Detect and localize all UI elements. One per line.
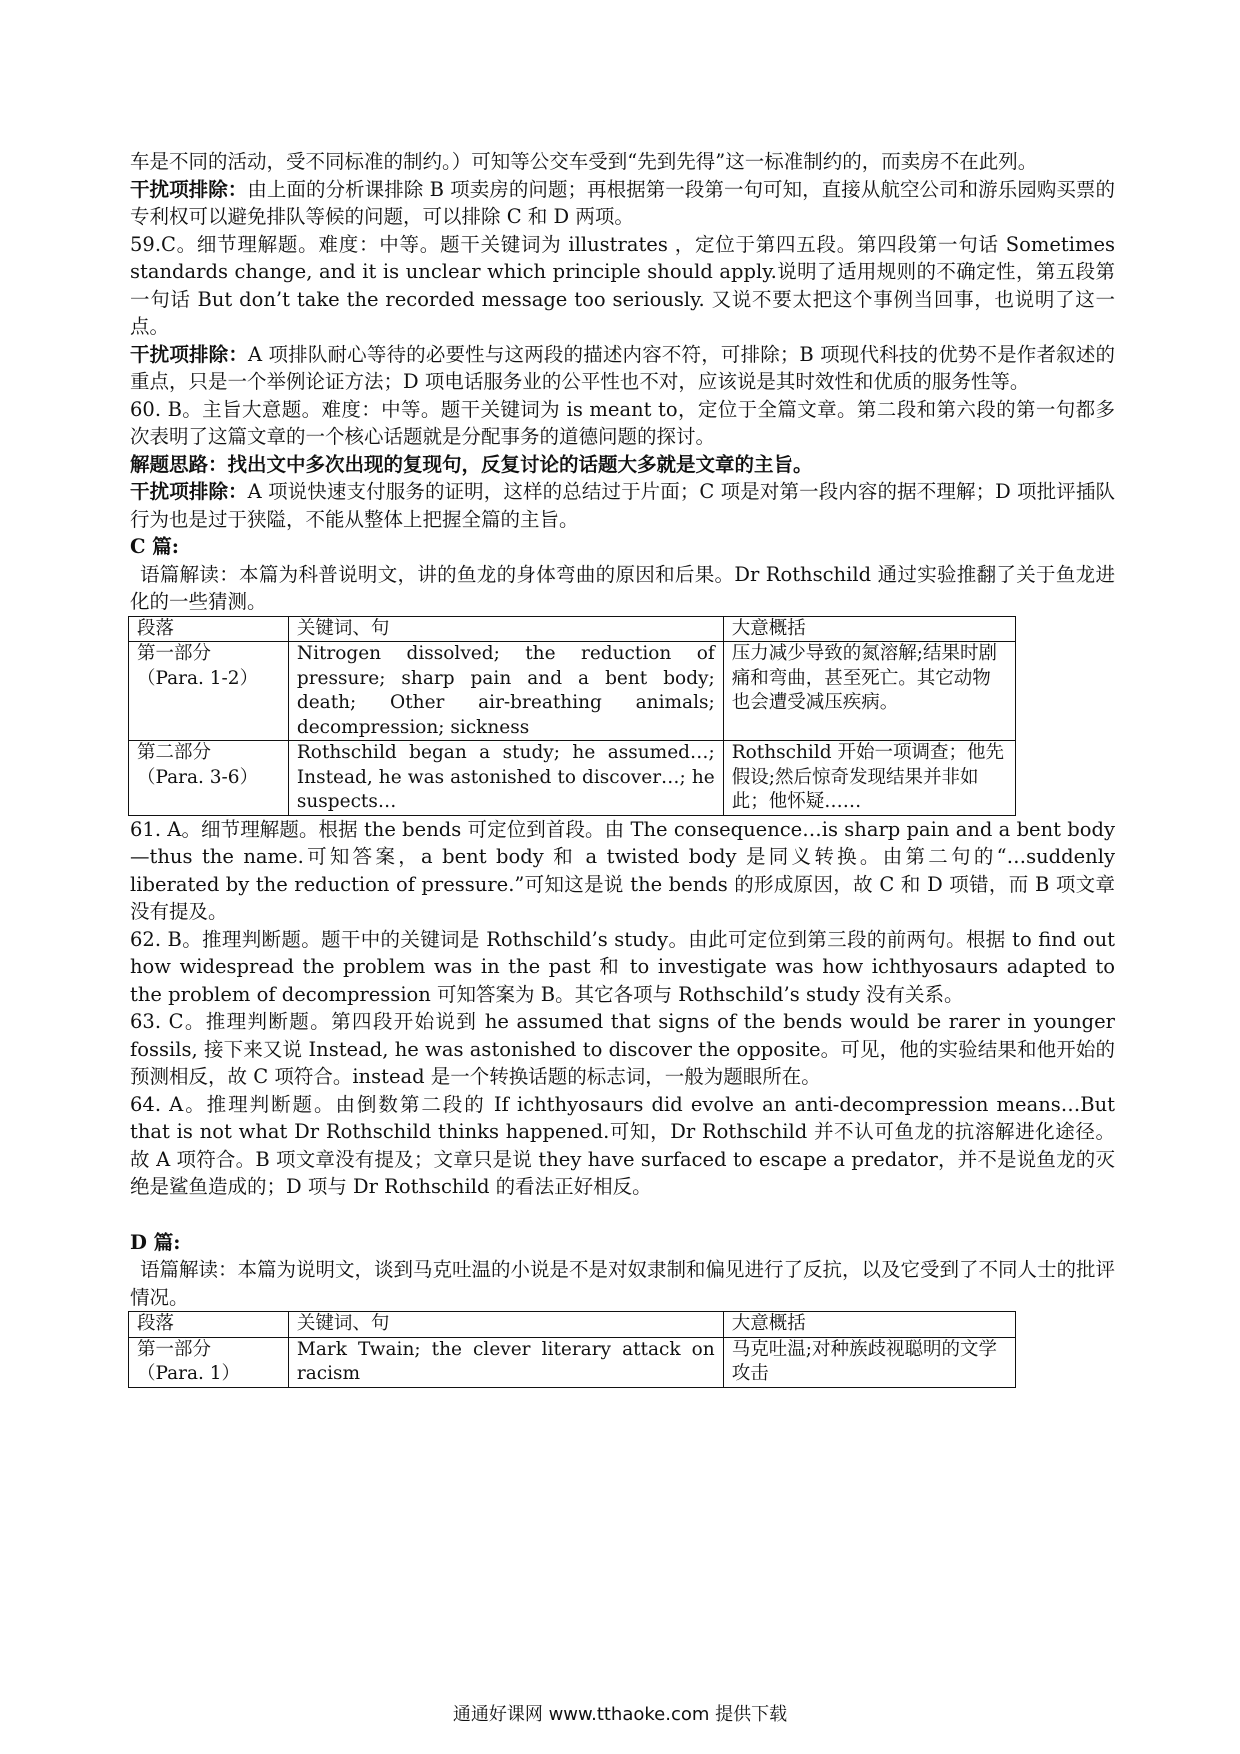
table-header-cell: 大意概括: [723, 616, 1015, 642]
section-d-title: D 篇:: [130, 1230, 181, 1254]
table-header-row: [129, 616, 1016, 642]
part-paragraphs: （Para. 1-2）: [137, 667, 259, 689]
table-cell-summary: 压力减少导致的氮溶解;结果时剧痛和弯曲，甚至死亡。其它动物也会遭受减压疾病。: [723, 642, 1015, 741]
document-page: [130, 148, 1115, 1388]
spacer: [130, 1201, 1115, 1229]
answer-59-distractor: [130, 341, 1115, 396]
answer-62: 62. B。推理判断题。题干中的关键词是 Rothschild’s study。由此可定位到第三段的前两句。根据 to find out how widespread the problem was in the past 和 to investigate was how ichthyosaurs adapted to the problem of decompression 可知答案为 B。其它各项与 Rothschild’s study 没有关系。: [130, 927, 1115, 1006]
distractor-paragraph: [130, 176, 1115, 231]
table-header-cell: 段落: [129, 616, 289, 642]
table-cell-summary: Rothschild 开始一项调查；他先假设;然后惊奇发现结果并非如此；他怀疑……: [723, 741, 1015, 816]
table-cell-keywords: Nitrogen dissolved; the reduction of pressure; sharp pain and a bent body; death; Other air-breathing animals; decompression; sickness: [288, 642, 723, 741]
table-header-cell: 关键词、句: [288, 616, 723, 642]
table-cell-part: [129, 741, 289, 816]
section-c-title: C 篇:: [130, 535, 180, 558]
table-cell-part: [129, 642, 289, 741]
paragraph-b-tail: 车是不同的活动，受不同标准的制约。）可知等公交车受到“先到先得”这一标准制约的，而卖房不在此列。: [130, 150, 1038, 173]
answer-64: 64. A。推理判断题。由倒数第二段的 If ichthyosaurs did evolve an anti-decompression means…But that is not what Dr Rothschild thinks happened.可知，Dr Rothschild 并不认可鱼龙的抗溶解进化途径。故 A 项符合。B 项文章没有提及；文章只是说 they have surfaced to escape a predator，并不是说鱼龙的灭绝是鲨鱼造成的；D 项与 Dr Rothschild 的看法正好相反。: [130, 1092, 1115, 1198]
part-name: 第一部分: [137, 643, 212, 664]
distractor-text: A 项说快速支付服务的证明，这样的总结过于片面；C 项是对第一段内容的据不理解；D 项批评插队行为也是过于狭隘，不能从整体上把握全篇的主旨。: [130, 480, 1115, 531]
part-name: 第一部分: [137, 1338, 212, 1360]
part-name: 第二部分: [137, 742, 212, 763]
answer-60: 60. B。主旨大意题。难度：中等。题干关键词为 is meant to，定位于全篇文章。第二段和第六段的第一句都多次表明了这篇文章的一个核心话题就是分配事务的道德问题的探讨。: [130, 397, 1115, 448]
table-row: [129, 741, 1016, 816]
table-cell-summary: 马克吐温;对种族歧视聪明的文学攻击: [723, 1337, 1015, 1387]
distractor-text: A 项排队耐心等待的必要性与这两段的描述内容不符，可排除；B 项现代科技的优势不是作者叙述的重点，只是一个举例论证方法；D 项电话服务业的公平性也不对，应该说是其时效性和优质的服务性等。: [130, 342, 1115, 393]
section-c-table: [128, 616, 1016, 816]
table-header-row: [129, 1312, 1016, 1338]
table-header-cell: 关键词、句: [288, 1312, 723, 1338]
table-cell-part: [129, 1337, 289, 1387]
table-header-cell: 大意概括: [723, 1312, 1015, 1338]
answer-60-distractor: [130, 478, 1115, 533]
part-paragraphs: （Para. 1）: [137, 1363, 241, 1384]
distractor-text: 由上面的分析课排除 B 项卖房的问题；再根据第一段第一句可知，直接从航空公司和游乐园购买票的专利权可以避免排队等候的问题，可以排除 C 和 D 两项。: [130, 177, 1115, 228]
distractor-label: 干扰项排除：: [130, 177, 248, 201]
page-footer: 通通好课网 www.tthaoke.com 提供下载: [452, 1704, 788, 1725]
section-d-table: [128, 1311, 1016, 1388]
section-d-intro: 语篇解读：本篇为说明文，谈到马克吐温的小说是不是对奴隶制和偏见进行了反抗，以及它受到了不同人士的批评情况。: [130, 1258, 1116, 1309]
answer-63: 63. C。推理判断题。第四段开始说到 he assumed that signs of the bends would be rarer in younger fossils, 接下来又说 Instead, he was astonished to discover the opposite。可见，他的实验结果和他开始的预测相反，故 C 项符合。instead 是一个转换话题的标志词，一般为题眼所在。: [130, 1010, 1115, 1088]
table-cell-keywords: Rothschild began a study; he assumed…; Instead, he was astonished to discover…; he suspects…: [288, 741, 723, 816]
distractor-label: 干扰项排除：: [130, 480, 248, 503]
table-row: [129, 642, 1016, 741]
answer-61: 61. A。细节理解题。根据 the bends 可定位到首段。由 The consequence…is sharp pain and a bent body—thus the name.可知答案，a bent body 和 a twisted body 是同义转换。由第二句的“…suddenly liberated by the reduction of pressure.”可知这是说 the bends 的形成原因，故 C 和 D 项错，而 B 项文章没有提及。: [130, 817, 1115, 923]
part-paragraphs: （Para. 3-6）: [137, 766, 259, 788]
distractor-label: 干扰项排除：: [130, 342, 249, 366]
section-c-intro: 语篇解读：本篇为科普说明文，讲的鱼龙的身体弯曲的原因和后果。Dr Rothschild 通过实验推翻了关于鱼龙进化的一些猜测。: [130, 562, 1115, 613]
table-cell-keywords: Mark Twain; the clever literary attack on racism: [288, 1337, 723, 1387]
table-row: [129, 1337, 1016, 1387]
table-header-cell: 段落: [129, 1312, 289, 1338]
answer-60-tip: 解题思路：找出文中多次出现的复现句，反复讨论的话题大多就是文章的主旨。: [130, 452, 813, 476]
answer-59: 59.C。细节理解题。难度：中等。题干关键词为 illustrates ，定位于第四五段。第四段第一句话 Sometimes standards change, and it is unclear which principle should apply.说明了适用规则的不确定性，第五段第一句话 But don’t take the recorded message too seriously. 又说不要太把这个事例当回事，也说明了这一点。: [130, 232, 1115, 338]
